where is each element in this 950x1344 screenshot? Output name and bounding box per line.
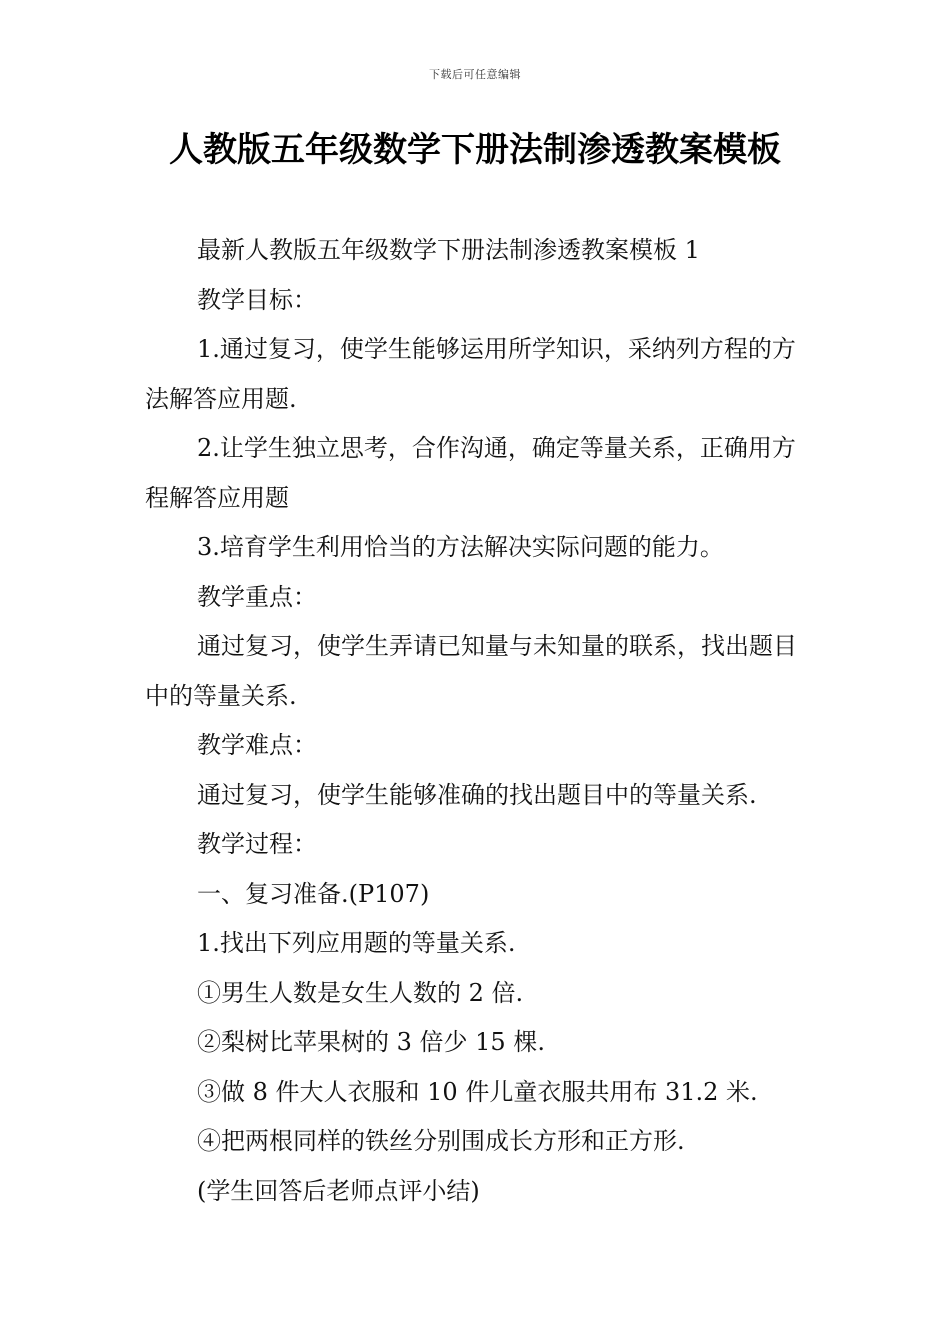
paragraph-subtitle: 最新人教版五年级数学下册法制渗透教案模板 1 [197,236,700,264]
paragraph-review-task: 1.找出下列应用题的等量关系. [197,929,516,957]
paragraph-item-4: ④把两根同样的铁丝分别围成长方形和正方形. [197,1127,685,1155]
paragraph-difficulties-heading: 教学难点： [197,731,317,759]
paragraph-summary-note: (学生回答后老师点评小结) [197,1176,480,1205]
paragraph-key-points-heading: 教学重点： [197,582,317,611]
paragraph-item-3: ③做 8 件大人衣服和 10 件儿童衣服共用布 31.2 米. [197,1077,758,1106]
paragraph-process-heading: 教学过程： [197,830,317,858]
header-note: 下载后可任意编辑 [429,68,521,81]
paragraph-item-1: ①男生人数是女生人数的 2 倍. [197,978,524,1007]
document-title: 人教版五年级数学下册法制渗透教案模板 [169,130,781,170]
paragraph-difficulties: 通过复习，使学生能够准确的找出题目中的等量关系. [197,780,757,809]
paragraph-key-points: 通过复习，使学生弄请已知量与未知量的联系，找出题目中的等量关系. [145,632,797,710]
paragraph-goal-1: 1.通过复习，使学生能够运用所学知识，采纳列方程的方法解答应用题. [145,335,796,413]
paragraph-item-2: ②梨树比苹果树的 3 倍少 15 棵. [197,1028,545,1056]
paragraph-goal-3: 3.培育学生利用恰当的方法解决实际问题的能力。 [197,533,724,561]
paragraph-review-heading: 一、复习准备.(P107) [197,879,430,908]
paragraph-goals-heading: 教学目标： [197,285,317,314]
document-body [145,226,810,1216]
paragraph-goal-2: 2.让学生独立思考，合作沟通，确定等量关系，正确用方程解答应用题 [145,434,796,512]
